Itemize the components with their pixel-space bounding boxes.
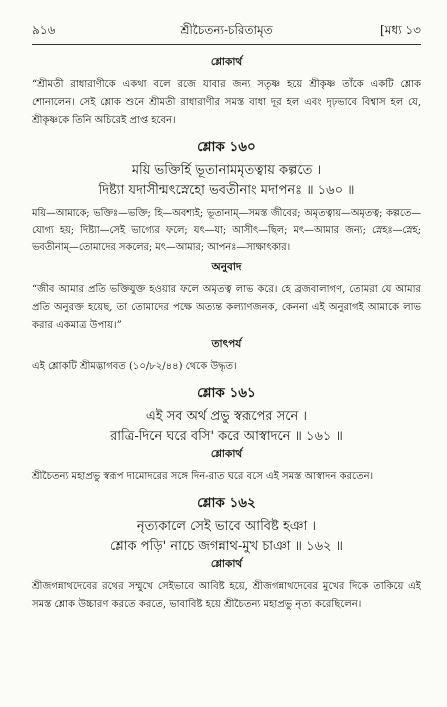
verse-title-161: শ্লোক ১৬১ bbox=[197, 385, 256, 401]
section-heading-161: শ্লোকার্থ bbox=[210, 448, 243, 460]
verse-162-meaning: শ্রীজগন্নাথদেবের রথের সম্মুখে সেইভাবে আবিষ্ট হয়ে, শ্রীজগন্নাথদেবের মুখের দিকে তাকিয়ে এই সমস্ত শ্লোক উচ্চারণ করতে করতে, ভাবাবিষ্ট হয়ে শ্রীচৈতন্য মহাপ্রভু নৃত্য করেছিলেন। bbox=[32, 581, 421, 610]
verse-160-purport: এই শ্লোকটি শ্রীমদ্ভাগবত (১০/৮২/৪৪) থেকে উদ্ধৃত। bbox=[32, 361, 237, 372]
running-header bbox=[32, 20, 421, 42]
verse-meaning: “শ্রীমতী রাধারাণীকে একথা বলে রজে যাবার জন্য সতৃষ্ণ হয়ে শ্রীকৃষ্ণ তাঁকে একটি শ্লোক শোনালেন। সেই শ্লোক শুনে শ্রীমতী রাধারাণীর সমস্ত বাধা দূর হল এবং দৃঢ়ভাবে বিশ্বাস হল যে, শ্রীকৃষ্ণকে তিনি অচিরেই প্রাপ্ত হবেন। bbox=[32, 79, 421, 126]
verse-160-line-1: ময়ি ভক্তির্হি ভূতানামমৃতত্বায় কল্পতে । bbox=[131, 163, 322, 178]
verse-160-synonyms: ময়ি—আমাকে; ভক্তিঃ—ভক্তি; হি—অবশ্যই; ভূতানাম্—সমস্ত জীবের; অমৃতত্বায়—অমৃতত্ব; কল্পতে—যোগ্য হয়; দিষ্ট্যা—সেই ভাগ্যের ফলে; যৎ—যা; আসীৎ—ছিল; মৎ—আমার জন্য; স্নেহঃ—স্নেহ; ভবতীনাম্—তোমাদের সকলের; মৎ—আমার; আপনঃ—সাক্ষাৎকার। bbox=[32, 208, 421, 253]
verse-162-line-1: নৃত্যকালে সেই ভাবে আবিষ্ট হঞা । bbox=[136, 519, 317, 534]
verse-160-line-2: দিষ্ট্যা যদাসীন্মৎস্নেহো ভবতীনাং মদাপনঃ ॥ ১৬০ ॥ bbox=[98, 183, 355, 198]
verse-161-meaning: শ্রীচৈতন্য মহাপ্রভু স্বরূপ দামোদরের সঙ্গে দিন-রাত ঘরে বসে এই সমস্ত আস্বাদন করতেন। bbox=[32, 471, 374, 482]
verse-160-translation: “জীব আমার প্রতি ভক্তিযুক্ত হওয়ার ফলে অমৃতত্ব লাভ করে। হে ব্রজবালাগণ, তোমরা যে আমার প্রতি অনুরক্ত হয়েছ, তা তোমাদের পক্ষে অত্যন্ত কল্যাণজনক, কেননা এই অনুরাগই আমাকে লাভ করার একমাত্র উপায়।” bbox=[32, 284, 421, 331]
verse-title-160: শ্লোক ১৬০ bbox=[197, 139, 256, 155]
purport-heading: তাৎপর্য bbox=[211, 338, 242, 350]
section-heading-162: শ্লোকার্থ bbox=[210, 558, 243, 570]
chapter-label: [মধ্য ১৩ bbox=[380, 23, 421, 37]
verse-162-line-2: শ্লোক পড়ি' নাচে জগন্নাথ-মুখ চাঞা ॥ ১৬২ ॥ bbox=[110, 539, 343, 554]
book-title: শ্রীচৈতন্য-চরিতামৃত bbox=[180, 23, 273, 37]
section-heading: শ্লোকার্থ bbox=[210, 56, 243, 68]
page-number: ৯১৬ bbox=[32, 23, 56, 37]
translation-heading: অনুবাদ bbox=[211, 261, 242, 273]
header-rule bbox=[32, 44, 421, 45]
verse-title-162: শ্লোক ১৬২ bbox=[197, 495, 256, 511]
verse-161-line-2: রাত্রি-দিনে ঘরে বসি' করে আস্বাদনে ॥ ১৬১ ॥ bbox=[110, 429, 343, 444]
verse-161-line-1: এই সব অর্থ প্রভু স্বরূপের সনে । bbox=[145, 409, 308, 424]
